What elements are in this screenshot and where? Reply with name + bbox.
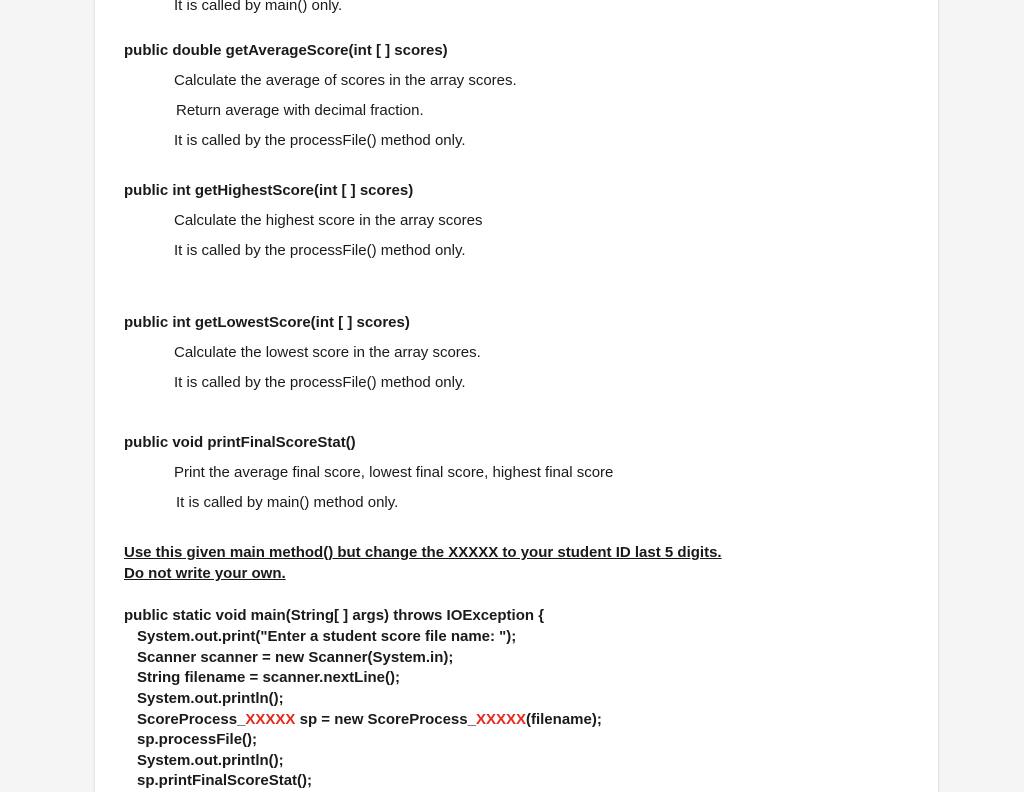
method-signature-get-highest-score: public int getHighestScore(int [ ] scores) xyxy=(124,182,414,199)
main-method-header: public static void main(String[ ] args) throws IOException { xyxy=(124,607,545,624)
method-description-line: Calculate the average of scores in the array scores. xyxy=(174,72,517,89)
code-line: sp.processFile(); xyxy=(137,731,258,748)
method-description-line: It is called by the processFile() method only. xyxy=(174,374,466,391)
code-line: System.out.print("Enter a student score file name: "); xyxy=(137,628,517,645)
code-line: System.out.println(); xyxy=(137,752,284,769)
student-id-placeholder: XXXXX xyxy=(245,711,296,728)
code-text: (filename); xyxy=(525,711,602,728)
code-line: System.out.println(); xyxy=(137,690,284,707)
code-line: String filename = scanner.nextLine(); xyxy=(137,669,400,686)
student-id-placeholder: XXXXX xyxy=(475,711,526,728)
method-signature-get-lowest-score: public int getLowestScore(int [ ] scores) xyxy=(124,314,410,331)
method-description-line: Calculate the highest score in the array scores xyxy=(174,212,483,229)
code-line: Scanner scanner = new Scanner(System.in); xyxy=(137,649,454,666)
method-description-line: It is called by the processFile() method only. xyxy=(174,242,466,259)
method-description-line: Return average with decimal fraction. xyxy=(176,102,424,119)
instruction-line-1: Use this given main method() but change the XXXXX to your student ID last 5 digits. xyxy=(124,544,722,561)
document-page xyxy=(94,0,939,792)
method-signature-get-average-score: public double getAverageScore(int [ ] scores) xyxy=(124,42,448,59)
code-line: sp.printFinalScoreStat(); xyxy=(137,772,313,789)
method-description-line: It is called by main() method only. xyxy=(176,494,399,511)
code-text: sp = new ScoreProcess_ xyxy=(295,711,476,728)
code-line-score-process xyxy=(137,711,602,729)
method-description-line: Calculate the lowest score in the array scores. xyxy=(174,344,481,361)
method-signature-print-final-score-stat: public void printFinalScoreStat() xyxy=(124,434,356,451)
code-text: ScoreProcess_ xyxy=(137,711,246,728)
method-description-line: Print the average final score, lowest final score, highest final score xyxy=(174,464,614,481)
method-description-line: It is called by the processFile() method only. xyxy=(174,132,466,149)
instruction-line-2: Do not write your own. xyxy=(124,565,286,582)
top-line-text: It is called by main() only. xyxy=(174,0,343,14)
